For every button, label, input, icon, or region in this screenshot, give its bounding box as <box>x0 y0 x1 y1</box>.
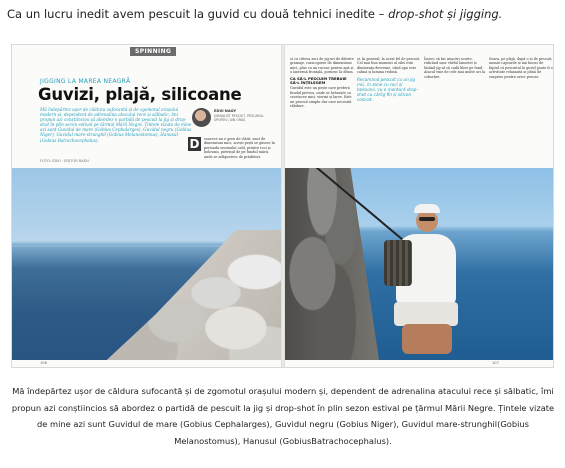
column-3-text: Încerc să fac mișcări scurte, ridicând ușor vârful lansetei și lăsând jig-ul să cadă liber pe fund. Atacul vine de cele mai multe ori la coborâre. <box>424 57 485 79</box>
angler-figure <box>384 198 484 360</box>
angler-face <box>416 210 438 232</box>
column-4-text: Seara, pe plajă, după o zi de pescuit, număr capturile și mă bucur de faptul că pescuitul la guvid poate fi o activitate relaxantă și plină de surprize pentru orice pescar. <box>489 57 553 79</box>
breakwater-rocks <box>96 230 284 360</box>
image-caption: Mă îndepărtez ușor de căldura sufocantă și de zgomotul orașului modern și, dependent de adrenalina atacului rece și sălbatic, îmi propun azi conștiincios să abordez o partidă de pescuit la jig și drop-shot în plin sezon estival pe țărmul Mării Negre. Țintele vizate de mine azi sunt Guvidul de mare (Gobius Cephalarges), Guvidul negru (Gobius Niger), Guvidul mare-strunghil(Gobius Melanostomus), Hanusul (GobiusBatrachocephalus). <box>11 386 555 446</box>
section-tag: SPINNING <box>130 47 176 56</box>
author-block <box>192 108 280 132</box>
text-column-1 <box>290 57 354 108</box>
page-number-right: 107 <box>492 361 499 365</box>
page-number-left: 106 <box>40 361 47 365</box>
caught-gobies <box>384 240 412 286</box>
magazine-title: Guvizi, plajă, silicoane <box>38 85 242 104</box>
angler-shorts <box>394 302 458 326</box>
magazine-lead: Mă îndepărtez ușor de căldura sufocantă și de zgomotul orașului modern și, dependent de adrenalina atacului rece și sălbatic, îmi propun azi conștiincios să abordez o partidă de pescuit la jig și drop-shot în plin sezon estival pe țărmul Mării Negre. Țintele vizate de mine azi sunt Guvidul de mare (Gobius Cephalarges), Guvidul negru (Gobius Niger), Guvidul mare-strunghil (Gobius Melanostomus), Hanusul (Gobius Batrachocephalus). <box>40 107 192 143</box>
headline-text: Ca un lucru inedit avem pescuit la guvid cu două tehnici inedite – <box>7 7 389 21</box>
headline-emphasis: drop-shot și jigging. <box>388 7 503 21</box>
text-column-2 <box>357 57 421 104</box>
angler-legs <box>402 324 452 354</box>
magazine-spread-image <box>12 45 553 367</box>
page-gutter <box>281 45 285 367</box>
sea-breakwater-photo <box>12 168 284 360</box>
article-kicker: JIGGING LA MAREA NEAGRĂ <box>40 78 131 85</box>
column-1-text-2: Guvidul este un pește care preferă fundul pietros, unde se hrănește cu crustacee mici, viermi și larve. Este un pescuit simplu dar care necesită răbdare. <box>290 86 352 109</box>
author-avatar <box>192 108 211 127</box>
shore-rocks <box>284 168 379 360</box>
left-column-text: eoarece nu e greu de clătit, sunt de dimensiuni mici, acești pești se găsesc în perioada sezonului cald, printre roci și bolovani, pietrișul de pe fundul mării, unde se adăpostesc de prădători. <box>204 137 275 159</box>
column-2-text: și, în general, la acest fel de pescuit. Cel mai bun moment al zilei este dimineața devreme, când apa este calmă și lumina redusă. <box>357 57 421 75</box>
article-headline <box>7 7 559 21</box>
author-name: EDVI NAGY <box>214 109 237 113</box>
text-column-3 <box>424 57 488 79</box>
text-column-4 <box>489 57 553 79</box>
drop-cap: D <box>189 137 200 151</box>
angler-cap <box>414 204 440 213</box>
sunglasses <box>419 217 435 221</box>
angler-photo <box>284 168 553 360</box>
pull-quote: Recomand pescuit cu un jig mic, în zone cu roci și bolovani, cu o montură drop-shot cu cârlig fin și silicon colorat. <box>357 76 418 102</box>
author-role: JURNALIST PESCUIT, PESCARUL SPORTIV, DIN ORAȘ <box>214 114 264 122</box>
column-1-heading: CA SĂ-L PESCUIM TREBUIE SĂ-L ÎNȚELEGEM <box>290 75 347 86</box>
column-1-text: și cu câteva zeci de jig-uri de diferite gramaje, raracopiere de dimensiuni mici, plus cu un rucsac pentru apă și o lanternă frontală, pornesc la drum. <box>290 57 354 75</box>
photo-credit: FOTO: EDVI · EDITOR RADU <box>40 159 90 163</box>
